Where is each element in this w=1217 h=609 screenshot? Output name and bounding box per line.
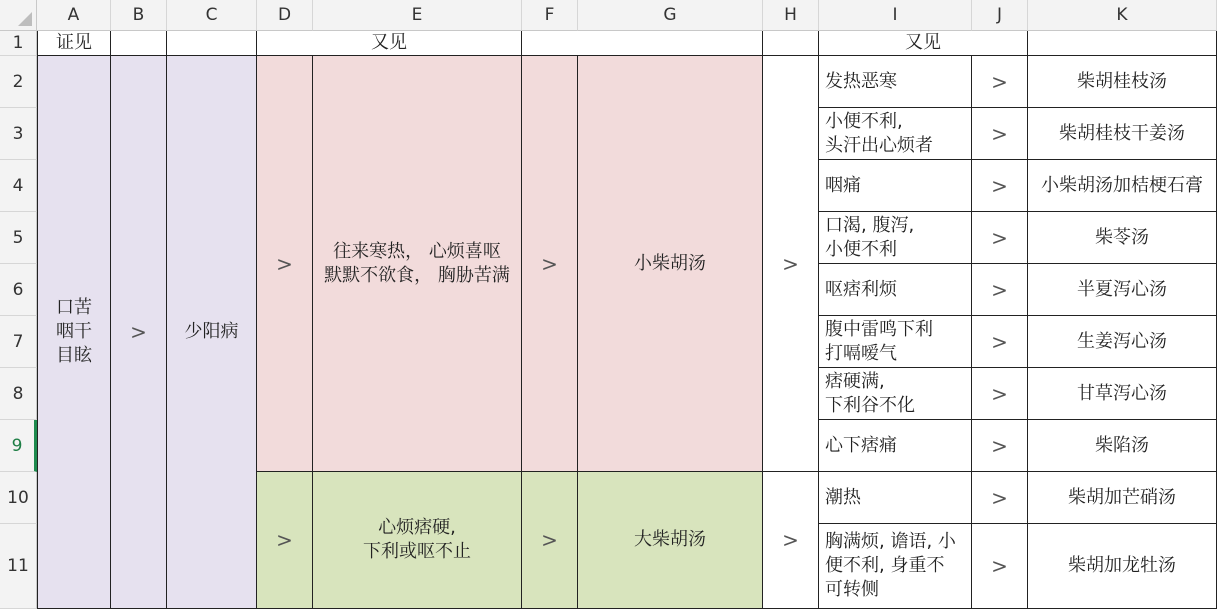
variation-arrow[interactable]: > xyxy=(972,524,1028,609)
variation-formula[interactable]: 柴胡加芒硝汤 xyxy=(1028,472,1217,524)
row-header-7[interactable]: 7 xyxy=(0,316,37,368)
cell-a1[interactable]: 证见 xyxy=(37,31,111,56)
column-header-h[interactable]: H xyxy=(763,0,819,31)
cell-h2-arrow[interactable]: > xyxy=(763,56,819,472)
column-header-a[interactable]: A xyxy=(37,0,111,31)
variation-arrow[interactable]: > xyxy=(972,264,1028,316)
row-header-11[interactable]: 11 xyxy=(0,524,37,609)
column-header-d[interactable]: D xyxy=(257,0,313,31)
variation-arrow[interactable]: > xyxy=(972,108,1028,160)
variation-symptom[interactable]: 潮热 xyxy=(819,472,972,524)
cell-h10-arrow[interactable]: > xyxy=(763,472,819,609)
variation-formula[interactable]: 生姜泻心汤 xyxy=(1028,316,1217,368)
column-header-e[interactable]: E xyxy=(313,0,522,31)
cell-d2-arrow[interactable]: > xyxy=(257,56,313,472)
variation-formula[interactable]: 柴陷汤 xyxy=(1028,420,1217,472)
variation-arrow[interactable]: > xyxy=(972,160,1028,212)
variation-symptom[interactable]: 口渴, 腹泻, 小便不利 xyxy=(819,212,972,264)
row-header-9[interactable]: 9 xyxy=(0,420,37,472)
variation-symptom[interactable]: 发热恶寒 xyxy=(819,56,972,108)
row-header-2[interactable]: 2 xyxy=(0,56,37,108)
column-header-k[interactable]: K xyxy=(1028,0,1217,31)
select-all-triangle-icon xyxy=(18,12,32,26)
column-header-j[interactable]: J xyxy=(972,0,1028,31)
variation-symptom[interactable]: 心下痞痛 xyxy=(819,420,972,472)
cell-g10-formula[interactable]: 大柴胡汤 xyxy=(578,472,763,609)
variation-symptom[interactable]: 胸满烦, 谵语, 小 便不利, 身重不 可转侧 xyxy=(819,524,972,609)
cell-c2-disease[interactable]: 少阳病 xyxy=(167,56,257,609)
row-header-6[interactable]: 6 xyxy=(0,264,37,316)
variation-symptom[interactable]: 小便不利, 头汗出心烦者 xyxy=(819,108,972,160)
row-header-1[interactable]: 1 xyxy=(0,31,37,56)
variation-arrow[interactable]: > xyxy=(972,472,1028,524)
cell-e10-symptoms[interactable]: 心烦痞硬, 下利或呕不止 xyxy=(313,472,522,609)
variation-formula[interactable]: 半夏泻心汤 xyxy=(1028,264,1217,316)
cell-i1-j1[interactable]: 又见 xyxy=(819,31,1028,56)
cell-h1[interactable] xyxy=(763,31,819,56)
cell-c1[interactable] xyxy=(167,31,257,56)
variation-arrow[interactable]: > xyxy=(972,316,1028,368)
cell-e2-symptoms[interactable]: 往来寒热， 心烦喜呕 默默不欲食， 胸胁苦满 xyxy=(313,56,522,472)
column-header-g[interactable]: G xyxy=(578,0,763,31)
cell-f2-arrow[interactable]: > xyxy=(522,56,578,472)
column-header-i[interactable]: I xyxy=(819,0,972,31)
variation-symptom[interactable]: 腹中雷鸣下利 打嗝嗳气 xyxy=(819,316,972,368)
row-header-10[interactable]: 10 xyxy=(0,472,37,524)
variation-formula[interactable]: 柴胡桂枝汤 xyxy=(1028,56,1217,108)
variation-arrow[interactable]: > xyxy=(972,56,1028,108)
variation-symptom[interactable]: 咽痛 xyxy=(819,160,972,212)
variation-formula[interactable]: 柴胡桂枝干姜汤 xyxy=(1028,108,1217,160)
cell-b2-arrow[interactable]: > xyxy=(111,56,167,609)
cell-g2-formula[interactable]: 小柴胡汤 xyxy=(578,56,763,472)
variation-symptom[interactable]: 痞硬满, 下利谷不化 xyxy=(819,368,972,420)
variation-arrow[interactable]: > xyxy=(972,212,1028,264)
variation-arrow[interactable]: > xyxy=(972,420,1028,472)
variation-formula[interactable]: 柴苓汤 xyxy=(1028,212,1217,264)
column-header-b[interactable]: B xyxy=(111,0,167,31)
variation-formula[interactable]: 甘草泻心汤 xyxy=(1028,368,1217,420)
column-header-f[interactable]: F xyxy=(522,0,578,31)
cell-d1-e1[interactable]: 又见 xyxy=(257,31,522,56)
cell-f10-arrow[interactable]: > xyxy=(522,472,578,609)
variation-formula[interactable]: 小柴胡汤加桔梗石膏 xyxy=(1028,160,1217,212)
cell-b1[interactable] xyxy=(111,31,167,56)
cell-d10-arrow[interactable]: > xyxy=(257,472,313,609)
cell-a2-symptoms[interactable]: 口苦 咽干 目眩 xyxy=(37,56,111,609)
column-header-c[interactable]: C xyxy=(167,0,257,31)
select-all-corner[interactable] xyxy=(0,0,37,31)
variation-formula[interactable]: 柴胡加龙牡汤 xyxy=(1028,524,1217,609)
row-header-5[interactable]: 5 xyxy=(0,212,37,264)
variation-symptom[interactable]: 呕痞利烦 xyxy=(819,264,972,316)
cell-k1[interactable] xyxy=(1028,31,1217,56)
row-header-3[interactable]: 3 xyxy=(0,108,37,160)
row-header-8[interactable]: 8 xyxy=(0,368,37,420)
row-header-4[interactable]: 4 xyxy=(0,160,37,212)
cell-f1-g1[interactable] xyxy=(522,31,763,56)
variation-arrow[interactable]: > xyxy=(972,368,1028,420)
